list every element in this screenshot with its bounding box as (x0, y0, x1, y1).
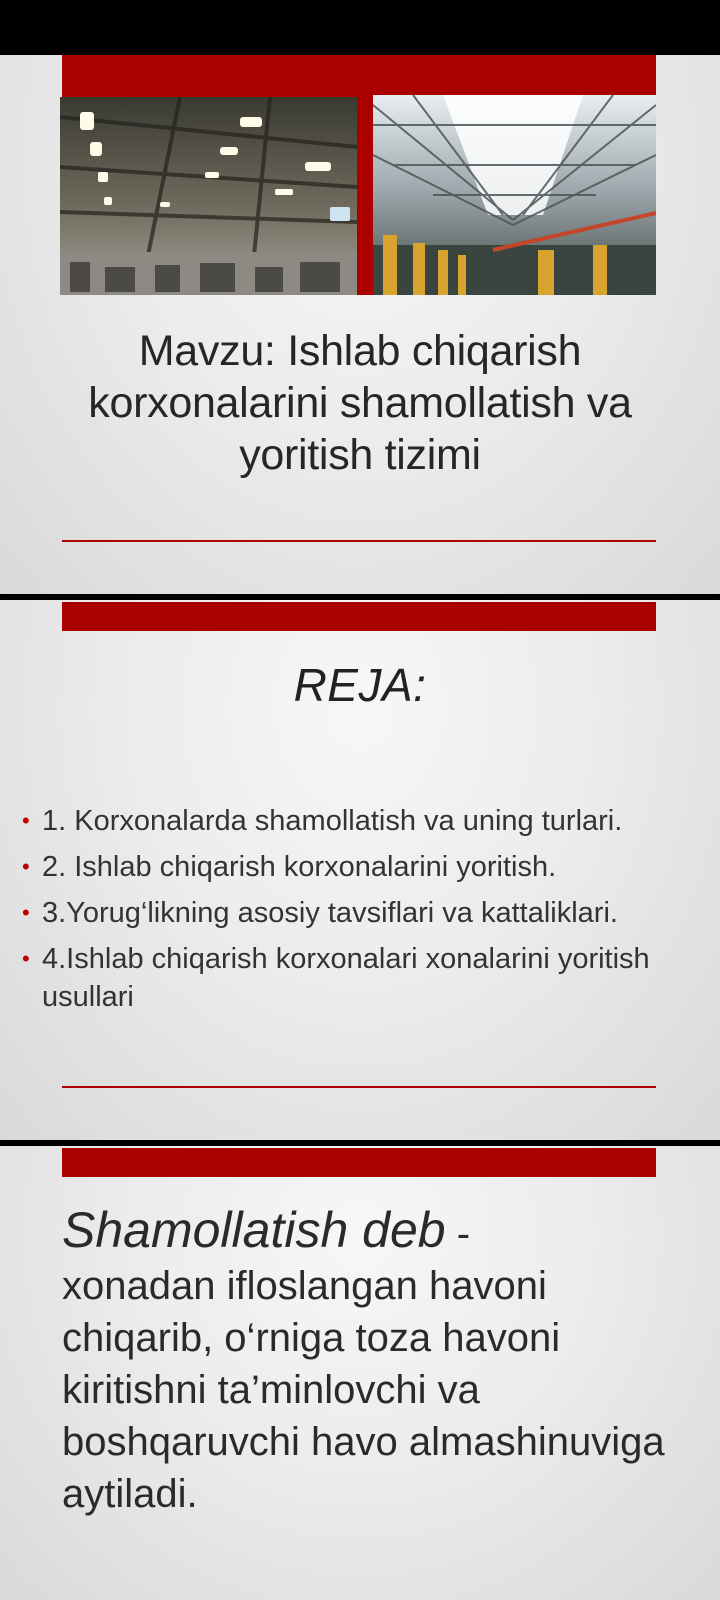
definition-text (62, 1204, 682, 1520)
bullet-icon: • (22, 946, 30, 971)
definition-red-band (62, 1148, 656, 1177)
plan-list (20, 802, 710, 1024)
title-underline (62, 540, 656, 542)
plan-red-band (62, 602, 656, 631)
bullet-icon: • (22, 808, 30, 833)
slide-title-text: Mavzu: Ishlab chiqarish korxonalarini shamollatish va yoritish tizimi (88, 327, 632, 479)
status-bar (0, 0, 720, 55)
plan-underline (62, 1086, 656, 1088)
slide-title[interactable] (0, 55, 720, 594)
list-item: • 3.Yorug‘likning asosiy tavsiflari va kattaliklari. (20, 894, 710, 932)
plan-heading: REJA: (293, 659, 427, 711)
bullet-icon: • (22, 854, 30, 879)
list-item: • 2. Ishlab chiqarish korxonalarini yoritish. (20, 848, 710, 886)
definition-dash: - (445, 1212, 471, 1256)
definition-body: xonadan ifloslangan havoni chiqarib, o‘rniga toza havoni kiritishni ta’minlovchi va boshqaruvchi havo almashinuviga aytiladi. (62, 1264, 665, 1516)
bullet-icon: • (22, 900, 30, 925)
slide-plan[interactable] (0, 600, 720, 1140)
definition-term: Shamollatish deb (62, 1202, 446, 1258)
slide-definition[interactable] (0, 1146, 720, 1600)
factory-hall-photo (60, 97, 357, 295)
roof-truss-photo (373, 95, 656, 295)
list-item: • 1. Korxonalarda shamollatish va uning turlari. (20, 802, 710, 840)
list-item: • 4.Ishlab chiqarish korxonalari xonalarini yoritish usullari (20, 940, 710, 1016)
